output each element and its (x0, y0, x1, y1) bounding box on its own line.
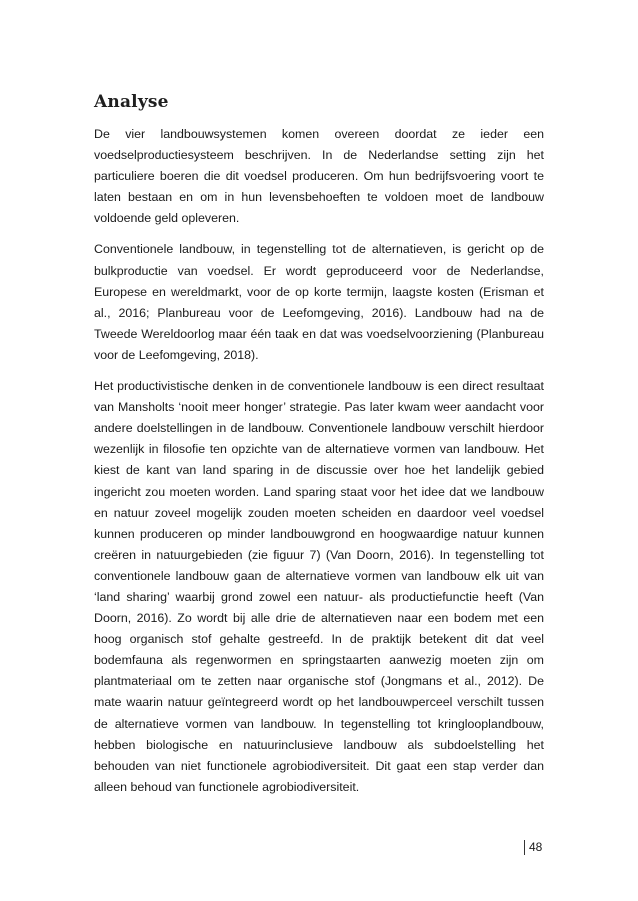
paragraph-1: De vier landbouwsystemen komen overeen doordat ze ieder een voedselproductiesysteem beschrijven. In de Nederlandse setting zijn het particuliere boeren die dit voedsel produceren. Om hun bedrijfsvoering voort te laten bestaan en om in hun levensbehoeften te voldoen moet de landbouw voldoende geld opleveren. (94, 127, 544, 226)
section-heading: Analyse (94, 92, 169, 112)
page-number: 48 (524, 840, 542, 855)
paragraph-3: Het productivistische denken in de conventionele landbouw is een direct resultaat van Mansholts ‘nooit meer honger’ strategie. Pas later kwam weer aandacht voor andere doelstellingen in de landbouw. Conventionele landbouw verschilt hierdoor wezenlijk in filosofie ten opzichte van de alternatieve vormen van landbouw. Het kiest de kant van land sparing in de discussie over hoe het landelijk gebied ingericht zou moeten worden. Land sparing staat voor het idee dat we landbouw en natuur zoveel mogelijk zouden moeten scheiden en daardoor veel voedsel kunnen produceren op minder landbouwgrond en hoogwaardige natuur kunnen creëren in natuurgebieden (zie figuur 7) (Van Doorn, 2016). In tegenstelling tot conventionele landbouw gaan de alternatieve vormen van landbouw elk uit van ‘land sharing’ waarbij grond zowel een natuur- als productiefunctie heeft (Van Doorn, 2016). Zo wordt bij alle drie de alternatieven naar een bodem met een hoog organisch stof gehalte gestreefd. In de praktijk betekent dit dat veel bodemfauna als regenwormen en springstaarten aanwezig moeten zijn om plantmateriaal om te zetten naar organische stof (Jongmans et al., 2012). De mate waarin natuur geïntegreerd wordt op het landbouwperceel verschilt tussen de alternatieve vormen van landbouw. In tegenstelling tot kringlooplandbouw, hebben biologische en natuurinclusieve landbouw als subdoelstelling het behouden van niet functionele agrobiodiversiteit. Dit gaat een stap verder dan alleen behoud van functionele agrobiodiversiteit. (94, 379, 544, 794)
paragraph-2: Conventionele landbouw, in tegenstelling tot de alternatieven, is gericht op de bulkproductie van voedsel. Er wordt geproduceerd voor de Nederlandse, Europese en wereldmarkt, voor de op korte termijn, laagste kosten (Erisman et al., 2016; Planbureau voor de Leefomgeving, 2016). Landbouw had na de Tweede Wereldoorlog maar één taak en dat was voedselvoorziening (Planbureau voor de Leefomgeving, 2018). (94, 242, 544, 362)
body-text (94, 124, 544, 808)
